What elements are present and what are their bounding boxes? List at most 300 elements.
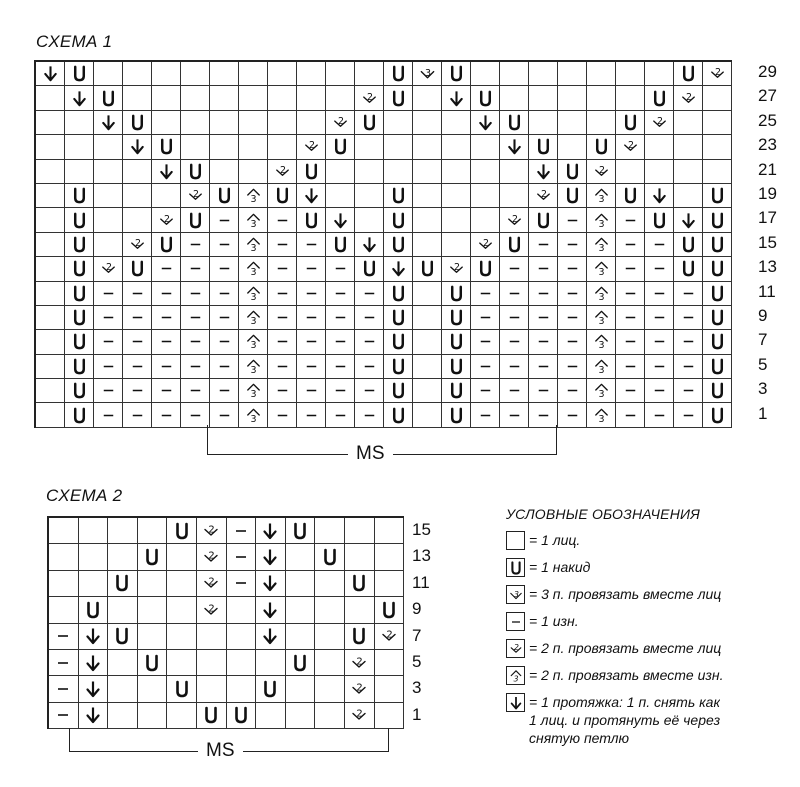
slip-pull-over-symbol	[650, 186, 669, 205]
yarn-over-symbol	[320, 547, 340, 567]
purl-symbol	[621, 211, 640, 230]
svg-text:2: 2	[714, 67, 721, 79]
schema-1-cell	[558, 135, 587, 159]
svg-text:3: 3	[249, 194, 257, 206]
schema-1-cell	[355, 233, 384, 257]
svg-text:3: 3	[597, 243, 605, 254]
purl-symbol	[302, 357, 321, 376]
schema-1-cell	[384, 135, 413, 159]
svg-text:2: 2	[482, 237, 489, 249]
yarn-over-symbol	[592, 137, 611, 156]
schema-1-cell	[500, 306, 529, 330]
schema-2-cell	[375, 703, 405, 729]
schema-2-cell	[79, 650, 109, 676]
schema-1-cell	[326, 208, 355, 232]
yarn-over-symbol	[70, 235, 89, 254]
svg-text:2: 2	[337, 115, 344, 127]
svg-text:3: 3	[249, 316, 257, 328]
slip-pull-over-symbol	[534, 162, 553, 181]
schema-1-cell	[529, 62, 558, 86]
schema-1-cell	[297, 257, 326, 281]
purl-symbol	[157, 381, 176, 400]
schema-2-cell	[315, 518, 345, 544]
schema-1-cell	[674, 111, 703, 135]
schema-1-cell	[123, 111, 152, 135]
yarn-over-symbol	[650, 89, 669, 108]
slip-pull-over-symbol	[41, 64, 60, 83]
schema-1-cell	[674, 403, 703, 427]
schema-1-cell	[355, 403, 384, 427]
schema-2-cell	[286, 518, 316, 544]
schema-2-cell	[286, 597, 316, 623]
yarn-over-symbol	[447, 406, 466, 425]
purl-symbol	[476, 357, 495, 376]
schema-1-cell	[413, 355, 442, 379]
purl-symbol	[650, 284, 669, 303]
schema-1-row-number: 3	[758, 379, 768, 399]
schema-1-cell	[529, 184, 558, 208]
schema-1-cell	[558, 403, 587, 427]
schema-1-cell	[65, 111, 94, 135]
schema-2-cell	[79, 676, 109, 702]
svg-text:3: 3	[597, 194, 605, 206]
purl-symbol	[505, 357, 524, 376]
slip-pull-over-symbol	[302, 186, 321, 205]
schema-1-cell	[674, 257, 703, 281]
schema-1-cell	[471, 160, 500, 184]
schema-1-cell	[558, 306, 587, 330]
schema-1-cell	[471, 111, 500, 135]
schema-1-cell	[703, 233, 732, 257]
schema-1-cell	[123, 135, 152, 159]
schema-1-cell	[471, 208, 500, 232]
purl-symbol	[563, 332, 582, 351]
yarn-over-symbol	[70, 332, 89, 351]
purl-symbol	[563, 284, 582, 303]
schema-1-cell	[239, 62, 268, 86]
schema-1-cell	[210, 86, 239, 110]
schema-1-cell	[558, 282, 587, 306]
schema-1-cell	[326, 62, 355, 86]
schema-2-cell	[375, 624, 405, 650]
schema-1-cell	[442, 135, 471, 159]
schema-2-cell	[197, 571, 227, 597]
legend-item	[506, 693, 800, 749]
schema-1-cell	[645, 86, 674, 110]
schema-1-cell	[152, 233, 181, 257]
purl-2-together-symbol	[592, 381, 611, 400]
svg-text:3: 3	[249, 243, 257, 254]
purl-symbol	[476, 406, 495, 425]
schema-2-cell	[108, 571, 138, 597]
schema-2-cell	[138, 544, 168, 570]
purl-symbol	[621, 406, 640, 425]
slip-pull-over-symbol	[83, 653, 103, 673]
yarn-over-symbol	[215, 186, 234, 205]
purl-symbol	[650, 259, 669, 278]
knit-2-together-symbol-key	[506, 639, 525, 658]
schema-1-cell	[65, 208, 94, 232]
schema-2-cell	[315, 571, 345, 597]
schema-1-cell	[355, 135, 384, 159]
schema-1-cell	[181, 355, 210, 379]
yarn-over-symbol	[128, 113, 147, 132]
schema-1-cell	[442, 184, 471, 208]
schema-1-cell	[442, 86, 471, 110]
schema-1-cell	[616, 111, 645, 135]
schema-1-cell	[94, 257, 123, 281]
yarn-over-symbol	[476, 89, 495, 108]
schema-1-cell	[326, 403, 355, 427]
schema-1-cell	[471, 62, 500, 86]
slip-pull-over-symbol	[83, 705, 103, 725]
yarn-over-symbol	[360, 259, 379, 278]
slip-pull-over-symbol	[260, 547, 280, 567]
schema-1-cell	[297, 62, 326, 86]
schema-1-cell	[674, 62, 703, 86]
schema-2-cell	[49, 624, 79, 650]
schema-1-cell	[152, 330, 181, 354]
schema-2-cell	[138, 650, 168, 676]
yarn-over-symbol	[70, 259, 89, 278]
schema-1-cell	[645, 355, 674, 379]
purl-symbol	[534, 308, 553, 327]
schema-1-cell	[442, 233, 471, 257]
schema-2-cell	[197, 518, 227, 544]
schema-1-cell	[587, 355, 616, 379]
svg-text:3: 3	[249, 413, 257, 425]
schema-2-cell	[345, 703, 375, 729]
purl-2-together-symbol	[244, 211, 263, 230]
schema-1-cell	[558, 86, 587, 110]
schema-1-cell	[210, 208, 239, 232]
yarn-over-symbol	[70, 381, 89, 400]
svg-text:2: 2	[386, 629, 393, 641]
schema-2-cell	[345, 650, 375, 676]
slip-pull-over-symbol	[157, 162, 176, 181]
purl-symbol	[505, 381, 524, 400]
schema-1-cell	[210, 330, 239, 354]
yarn-over-symbol	[157, 137, 176, 156]
schema-1-cell	[268, 379, 297, 403]
schema-1-cell	[239, 160, 268, 184]
schema-1-cell	[181, 306, 210, 330]
yarn-over-symbol	[476, 259, 495, 278]
schema-1-cell	[471, 330, 500, 354]
schema-1-cell	[210, 403, 239, 427]
schema-1-cell	[384, 184, 413, 208]
yarn-over-symbol	[389, 235, 408, 254]
svg-text:3: 3	[597, 316, 605, 328]
schema-1-cell	[529, 379, 558, 403]
schema-1-cell	[384, 257, 413, 281]
schema-1-cell	[500, 135, 529, 159]
schema-1-row-number: 15	[758, 232, 777, 252]
schema-1-cell	[616, 330, 645, 354]
schema-1-cell	[442, 111, 471, 135]
schema-1-cell	[558, 355, 587, 379]
purl-symbol	[99, 284, 118, 303]
yarn-over-symbol	[563, 162, 582, 181]
purl-symbol	[273, 406, 292, 425]
purl-symbol	[534, 235, 553, 254]
schema-2-cell	[197, 676, 227, 702]
schema-1-cell	[297, 355, 326, 379]
schema-1-cell	[674, 306, 703, 330]
yarn-over-symbol	[186, 162, 205, 181]
yarn-over-symbol	[231, 705, 251, 725]
schema-1-cell	[384, 111, 413, 135]
purl-symbol	[360, 284, 379, 303]
schema-1-cell	[442, 330, 471, 354]
svg-text:3: 3	[597, 267, 605, 279]
schema-1-cell	[297, 330, 326, 354]
schema-1-cell	[65, 379, 94, 403]
schema-2-cell	[79, 703, 109, 729]
schema-1-cell	[36, 403, 65, 427]
schema-2-ms-tick-right	[388, 728, 389, 752]
slip-pull-over-symbol	[447, 89, 466, 108]
schema-1-cell	[239, 306, 268, 330]
svg-text:2: 2	[105, 262, 112, 274]
schema-1-cell	[558, 111, 587, 135]
purl-2-together-symbol	[592, 259, 611, 278]
svg-text:3: 3	[597, 291, 605, 303]
schema-1-cell	[674, 135, 703, 159]
yarn-over-symbol	[273, 186, 292, 205]
yarn-over-symbol	[157, 235, 176, 254]
purl-symbol	[505, 332, 524, 351]
schema-2-grid	[47, 516, 404, 729]
purl-symbol	[534, 406, 553, 425]
schema-1-cell	[355, 62, 384, 86]
yarn-over-symbol	[447, 357, 466, 376]
schema-1-cell	[355, 257, 384, 281]
legend-title: УСЛОВНЫЕ ОБОЗНАЧЕНИЯ	[506, 506, 700, 522]
schema-1-cell	[616, 282, 645, 306]
schema-1-cell	[384, 62, 413, 86]
schema-1-cell	[587, 160, 616, 184]
purl-2-together-symbol	[244, 259, 263, 278]
schema-1-cell	[36, 233, 65, 257]
schema-1-cell	[413, 62, 442, 86]
purl-symbol	[128, 332, 147, 351]
schema-1-cell	[152, 355, 181, 379]
schema-1-cell	[152, 135, 181, 159]
knit-3-together-symbol-key	[506, 585, 525, 604]
knit-2-together-symbol	[379, 626, 399, 646]
legend-item	[506, 612, 800, 639]
schema-1-cell	[674, 86, 703, 110]
schema-2-cell	[256, 676, 286, 702]
yarn-over-symbol	[708, 186, 727, 205]
svg-text:3: 3	[249, 291, 257, 303]
schema-1-cell	[703, 306, 732, 330]
purl-symbol	[186, 381, 205, 400]
yarn-over-symbol	[708, 235, 727, 254]
knit-2-together-symbol	[650, 113, 669, 132]
schema-1-cell	[558, 257, 587, 281]
svg-text:3: 3	[597, 340, 605, 352]
schema-1-cell	[442, 403, 471, 427]
purl-symbol	[650, 332, 669, 351]
schema-1-cell	[471, 86, 500, 110]
schema-1-cell	[326, 330, 355, 354]
schema-1-cell	[529, 403, 558, 427]
schema-2-cell	[375, 544, 405, 570]
schema-2-cell	[345, 676, 375, 702]
schema-1-cell	[529, 208, 558, 232]
schema-2-cell	[138, 624, 168, 650]
schema-1-cell	[210, 282, 239, 306]
purl-symbol	[331, 259, 350, 278]
knit-2-together-symbol	[592, 162, 611, 181]
purl-symbol	[273, 381, 292, 400]
schema-1-cell	[645, 135, 674, 159]
yarn-over-symbol	[349, 573, 369, 593]
schema-2-cell	[49, 597, 79, 623]
schema-1-cell	[500, 403, 529, 427]
schema-1-row-number: 9	[758, 306, 768, 325]
legend-item	[506, 666, 800, 693]
schema-1-cell	[297, 111, 326, 135]
schema-1-cell	[384, 379, 413, 403]
schema-1-cell	[65, 62, 94, 86]
schema-2-cell	[138, 703, 168, 729]
yarn-over-symbol	[70, 186, 89, 205]
slip-pull-over-symbol	[476, 113, 495, 132]
purl-symbol	[679, 406, 698, 425]
schema-1-cell	[442, 379, 471, 403]
schema-1-cell	[442, 208, 471, 232]
schema-1-cell	[65, 257, 94, 281]
purl-symbol	[505, 259, 524, 278]
schema-1-cell	[587, 135, 616, 159]
yarn-over-symbol	[708, 259, 727, 278]
schema-2-cell	[345, 518, 375, 544]
yarn-over-symbol	[70, 357, 89, 376]
schema-1-cell	[645, 233, 674, 257]
schema-1-cell	[355, 111, 384, 135]
knit-cell-key	[506, 531, 525, 550]
slip-pull-over-symbol	[70, 89, 89, 108]
schema-2-cell	[315, 624, 345, 650]
yarn-over-symbol	[621, 186, 640, 205]
legend-item-label: = 2 п. провязать вместе изн.	[529, 667, 724, 683]
purl-symbol	[186, 235, 205, 254]
schema-1-cell	[529, 160, 558, 184]
schema-1-cell	[239, 111, 268, 135]
schema-1-cell	[152, 282, 181, 306]
schema-1-cell	[471, 257, 500, 281]
schema-1-cell	[123, 403, 152, 427]
knit-2-together-symbol	[201, 600, 221, 620]
yarn-over-symbol	[389, 64, 408, 83]
knit-2-together-symbol	[302, 137, 321, 156]
purl-symbol	[215, 284, 234, 303]
schema-1-cell	[152, 306, 181, 330]
schema-1-cell	[326, 355, 355, 379]
schema-2-cell	[345, 571, 375, 597]
yarn-over-symbol	[389, 406, 408, 425]
schema-2-cell	[286, 571, 316, 597]
schema-1-cell	[181, 135, 210, 159]
schema-2-cell	[79, 624, 109, 650]
purl-symbol	[563, 406, 582, 425]
knit-2-together-symbol	[201, 521, 221, 541]
schema-1-cell	[94, 355, 123, 379]
schema-1-cell	[210, 135, 239, 159]
schema-1-row-number: 7	[758, 330, 768, 350]
purl-symbol	[53, 679, 73, 699]
yarn-over-symbol	[563, 186, 582, 205]
purl-symbol	[186, 308, 205, 327]
schema-1-cell	[181, 330, 210, 354]
purl-symbol	[231, 547, 251, 567]
schema-1-cell	[616, 62, 645, 86]
schema-1-cell	[384, 160, 413, 184]
schema-1-cell	[616, 306, 645, 330]
schema-1-row-number: 29	[758, 62, 777, 81]
schema-1-cell	[413, 330, 442, 354]
schema-1-cell	[123, 330, 152, 354]
schema-1-cell	[268, 233, 297, 257]
schema-1-cell	[587, 111, 616, 135]
schema-1-cell	[210, 355, 239, 379]
svg-text:3: 3	[597, 389, 605, 401]
schema-1-cell	[703, 208, 732, 232]
purl-symbol	[331, 308, 350, 327]
schema-1-cell	[587, 62, 616, 86]
schema-1-cell	[558, 233, 587, 257]
schema-1-cell	[152, 86, 181, 110]
schema-1-cell	[297, 403, 326, 427]
schema-1-cell	[355, 306, 384, 330]
yarn-over-symbol	[505, 113, 524, 132]
schema-1-cell	[529, 306, 558, 330]
yarn-over-symbol	[447, 284, 466, 303]
schema-1-cell	[36, 135, 65, 159]
schema-2-cell	[197, 650, 227, 676]
schema-1-cell	[326, 257, 355, 281]
yarn-over-symbol	[621, 113, 640, 132]
yarn-over-symbol	[142, 547, 162, 567]
purl-symbol	[186, 406, 205, 425]
yarn-over-symbol	[708, 284, 727, 303]
yarn-over-symbol	[70, 406, 89, 425]
schema-1-cell	[384, 86, 413, 110]
schema-2-cell	[227, 597, 257, 623]
purl-symbol	[563, 357, 582, 376]
schema-2-cell	[49, 650, 79, 676]
svg-text:3: 3	[512, 674, 519, 684]
schema-1-cell	[65, 330, 94, 354]
yarn-over-symbol	[447, 332, 466, 351]
yarn-over-symbol	[186, 211, 205, 230]
schema-1-cell	[36, 306, 65, 330]
schema-1-cell	[152, 403, 181, 427]
yarn-over-symbol	[534, 211, 553, 230]
schema-1-cell	[297, 208, 326, 232]
schema-2-row-number: 5	[412, 652, 422, 671]
schema-1-cell	[384, 330, 413, 354]
svg-text:2: 2	[356, 656, 364, 668]
schema-1-cell	[181, 62, 210, 86]
schema-1-cell	[123, 282, 152, 306]
schema-1-cell	[123, 62, 152, 86]
knit-2-together-symbol	[360, 89, 379, 108]
purl-symbol	[215, 332, 234, 351]
